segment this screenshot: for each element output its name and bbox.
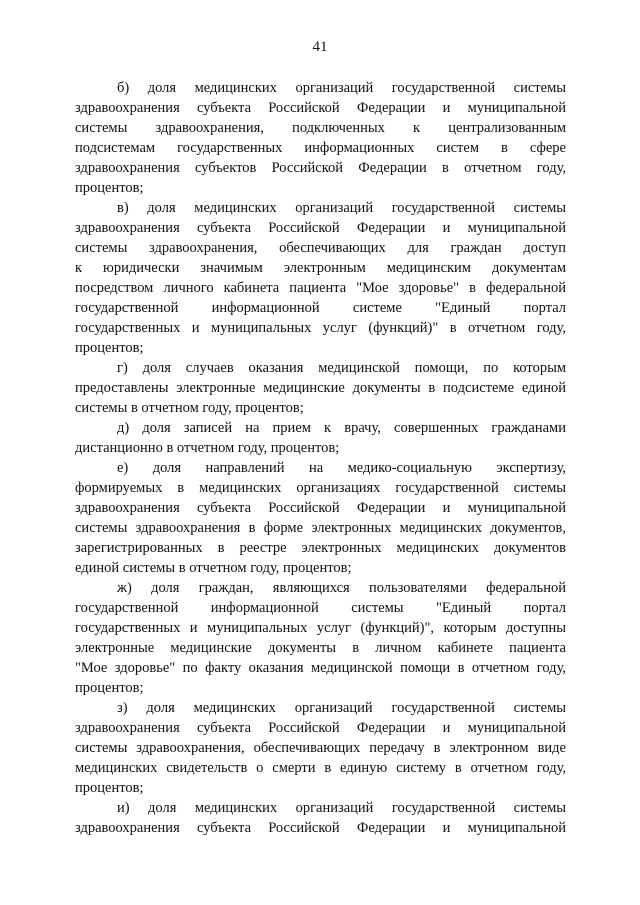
text-line: предоставлены электронные медицинские документы в подсистеме единой: [75, 380, 566, 396]
text-line: ж) доля граждан, являющихся пользователями федеральной: [117, 580, 566, 596]
text-line: б) доля медицинских организаций государственной системы: [117, 80, 566, 96]
text-line: "Мое здоровье" по факту оказания медицинской помощи в отчетном году,: [75, 660, 566, 676]
text-line: дистанционно в отчетном году, процентов;: [75, 440, 340, 456]
text-line: системы здравоохранения, подключенных к централизованным: [75, 120, 566, 136]
paragraph: [75, 698, 566, 798]
text-line: здравоохранения субъекта Российской Федерации и муниципальной: [75, 500, 566, 516]
text-line: системы здравоохранения, обеспечивающих для граждан доступ: [75, 240, 566, 256]
text-line: здравоохранения субъекта Российской Федерации и муниципальной: [75, 720, 566, 736]
text-line: здравоохранения субъектов Российской Федерации в отчетном году,: [75, 160, 566, 176]
text-line: государственных и муниципальных услуг (функций)" в отчетном году,: [75, 320, 566, 336]
text-line: процентов;: [75, 780, 144, 796]
text-line: зарегистрированных в реестре электронных медицинских документов: [75, 540, 566, 556]
paragraph: [75, 578, 566, 698]
text-line: подсистемам государственных информационных систем в сфере: [75, 140, 566, 156]
text-line: здравоохранения субъекта Российской Федерации и муниципальной: [75, 220, 566, 236]
paragraph: [75, 458, 566, 578]
text-line: г) доля случаев оказания медицинской помощи, по которым: [117, 360, 566, 376]
text-line: электронные медицинские документы в личном кабинете пациента: [75, 640, 566, 656]
text-line: государственной информационной системы "Единый портал: [75, 600, 566, 616]
text-line: здравоохранения субъекта Российской Федерации и муниципальной: [75, 100, 566, 116]
text-line: к юридически значимым электронным медицинским документам: [75, 260, 566, 276]
text-line: е) доля направлений на медико-социальную экспертизу,: [117, 460, 566, 476]
text-line: системы в отчетном году, процентов;: [75, 400, 304, 416]
text-line: процентов;: [75, 680, 144, 696]
paragraph: [75, 198, 566, 358]
text-line: здравоохранения субъекта Российской Федерации и муниципальной: [75, 820, 566, 836]
paragraph: [75, 358, 566, 418]
text-line: в) доля медицинских организаций государственной системы: [117, 200, 566, 216]
text-line: процентов;: [75, 340, 144, 356]
document-body: [75, 78, 566, 838]
text-line: д) доля записей на прием к врачу, совершенных гражданами: [117, 420, 566, 436]
text-line: посредством личного кабинета пациента "Мое здоровье" в федеральной: [75, 280, 566, 296]
text-line: государственных и муниципальных услуг (функций)", которым доступны: [75, 620, 566, 636]
text-line: и) доля медицинских организаций государственной системы: [117, 800, 566, 816]
text-line: государственной информационной системе "Единый портал: [75, 300, 566, 316]
paragraph: [75, 418, 566, 458]
paragraph: [75, 798, 566, 838]
text-line: медицинских свидетельств о смерти в единую систему в отчетном году,: [75, 760, 566, 776]
paragraph: [75, 78, 566, 198]
text-line: з) доля медицинских организаций государственной системы: [117, 700, 566, 716]
text-line: единой системы в отчетном году, процентов;: [75, 560, 352, 576]
text-line: формируемых в медицинских организациях государственной системы: [75, 480, 566, 496]
text-line: системы здравоохранения, обеспечивающих передачу в электронном виде: [75, 740, 566, 756]
text-line: процентов;: [75, 180, 144, 196]
page-number: 41: [312, 39, 328, 55]
text-line: системы здравоохранения в форме электронных медицинских документов,: [75, 520, 566, 536]
